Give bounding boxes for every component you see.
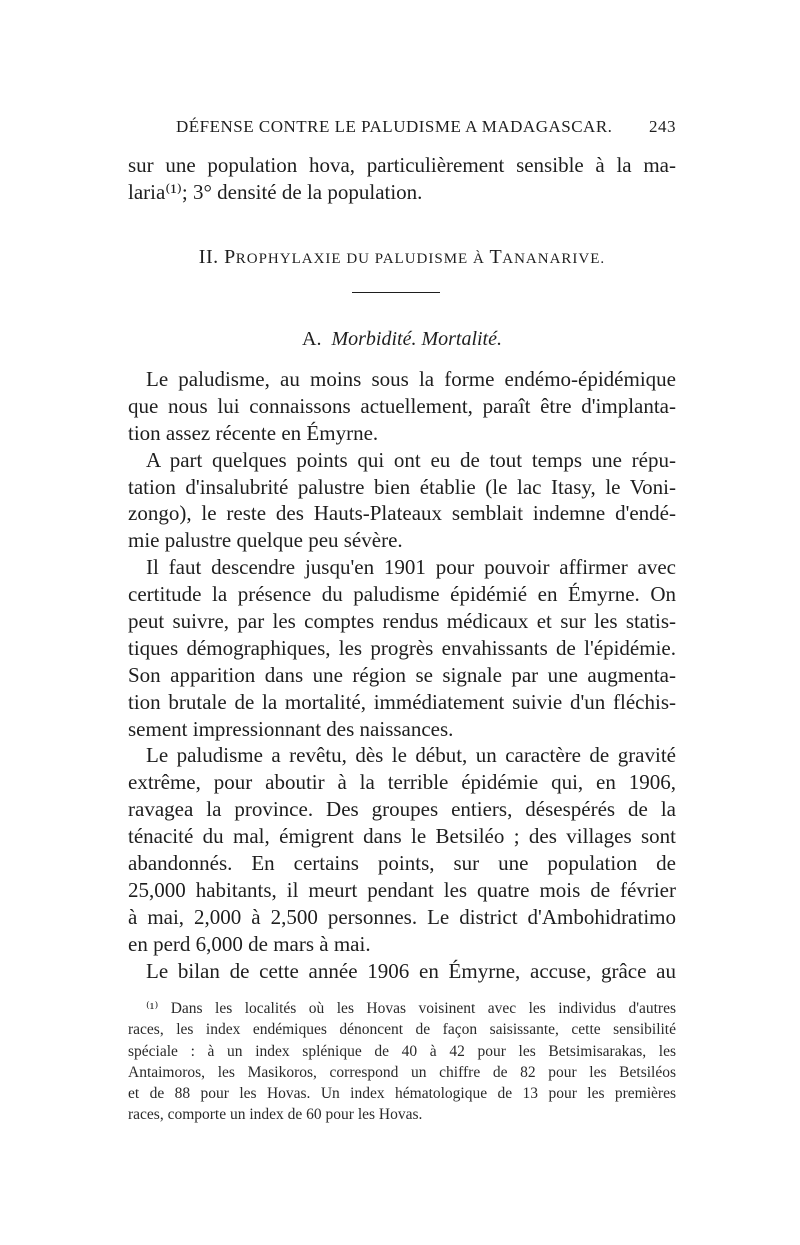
text-line: sement impressionnant des naissances. [128, 716, 454, 741]
text-line: Le paludisme, au moins sous la forme endémo-épidémique [146, 367, 676, 391]
text-line: en perd 6,000 de mars à mai. [128, 931, 371, 956]
heading-initial-p: P [224, 246, 236, 268]
text-line: Le bilan de cette année 1906 en Émyrne, accuse, grâce au [146, 958, 676, 983]
text-line: Le paludisme a revêtu, dès le début, un caractère de gravité [146, 743, 676, 768]
text-line: laria⁽¹⁾; 3° densité de la population. [128, 179, 423, 204]
text-line: à mai, 2,000 à 2,500 personnes. Le district d'Ambohidratimo [128, 904, 676, 929]
text-line: ravagea la province. Des groupes entiers, désespérés de la [128, 797, 676, 822]
text-line: Son apparition dans une région se signale par une augmenta- [128, 662, 676, 687]
sub-heading-letter: A. [302, 328, 322, 350]
text-line: ténacité du mal, émigrent dans le Betsiléo ; des villages sont [128, 824, 676, 849]
text-line: tiques démographiques, les progrès envahissants de l'épidémie. [128, 635, 676, 660]
text-line: zongo), le reste des Hauts-Plateaux semblait indemne d'endé- [128, 501, 676, 526]
text-line: que nous lui connaissons actuellement, paraît être d'implanta- [128, 393, 676, 418]
text-line: peut suivre, par les comptes rendus médicaux et sur les statis- [128, 609, 676, 634]
main-text [128, 366, 676, 984]
sub-heading [128, 328, 676, 351]
text-line: mie palustre quelque peu sévère. [128, 528, 403, 553]
sub-heading-title: Morbidité. Mortalité. [331, 328, 502, 350]
heading-smallcaps-2: ANANARIVE. [502, 251, 606, 267]
intro-paragraph [128, 152, 676, 206]
text-line: 25,000 habitants, il meurt pendant les quatre mois de février [128, 877, 676, 902]
text-line: tation d'insalubrité palustre bien établie (le lac Itasy, le Voni- [128, 474, 676, 499]
text-line: extrême, pour aboutir à la terrible épidémie qui, en 1906, [128, 770, 676, 795]
text-line: abandonnés. En certains points, sur une population de [128, 851, 676, 876]
footnote-line: races, comporte un index de 60 pour les Hovas. [128, 1106, 423, 1124]
heading-initial-t: T [489, 246, 503, 268]
page-number: 243 [649, 117, 676, 136]
section-numeral: II. [198, 246, 219, 268]
text-line: tion brutale de la mortalité, immédiatement suivie d'un fléchis- [128, 689, 676, 714]
text-line: sur une population hova, particulièrement sensible à la ma- [128, 153, 676, 177]
text-line: A part quelques points qui ont eu de tout temps une répu- [146, 447, 676, 472]
footnote-line: races, les index endémiques dénoncent de façon saisissante, cette sensibilité [128, 1021, 676, 1039]
text-line: certitude la présence du paludisme épidémié en Émyrne. On [128, 582, 676, 607]
running-title: DÉFENSE CONTRE LE PALUDISME A MADAGASCAR. [176, 117, 613, 136]
footnote-line: spéciale : à un index splénique de 40 à 42 pour les Betsimisarakas, les [128, 1042, 676, 1060]
footnote-line: ⁽¹⁾ Dans les localités où les Hovas voisinent avec les individus d'autres [146, 1000, 676, 1017]
heading-smallcaps-1: ROPHYLAXIE DU PALUDISME À [235, 251, 490, 267]
footnote-line: et de 88 pour les Hovas. Un index hématologique de 13 pour les premières [128, 1085, 676, 1103]
section-divider [352, 292, 440, 293]
section-heading [128, 246, 676, 269]
footnote [128, 998, 676, 1126]
text-line: Il faut descendre jusqu'en 1901 pour pouvoir affirmer avec [146, 555, 676, 580]
footnote-line: Antaimoros, les Masikoros, correspond un chiffre de 82 pour les Betsiléos [128, 1063, 676, 1081]
text-line: tion assez récente en Émyrne. [128, 420, 379, 445]
